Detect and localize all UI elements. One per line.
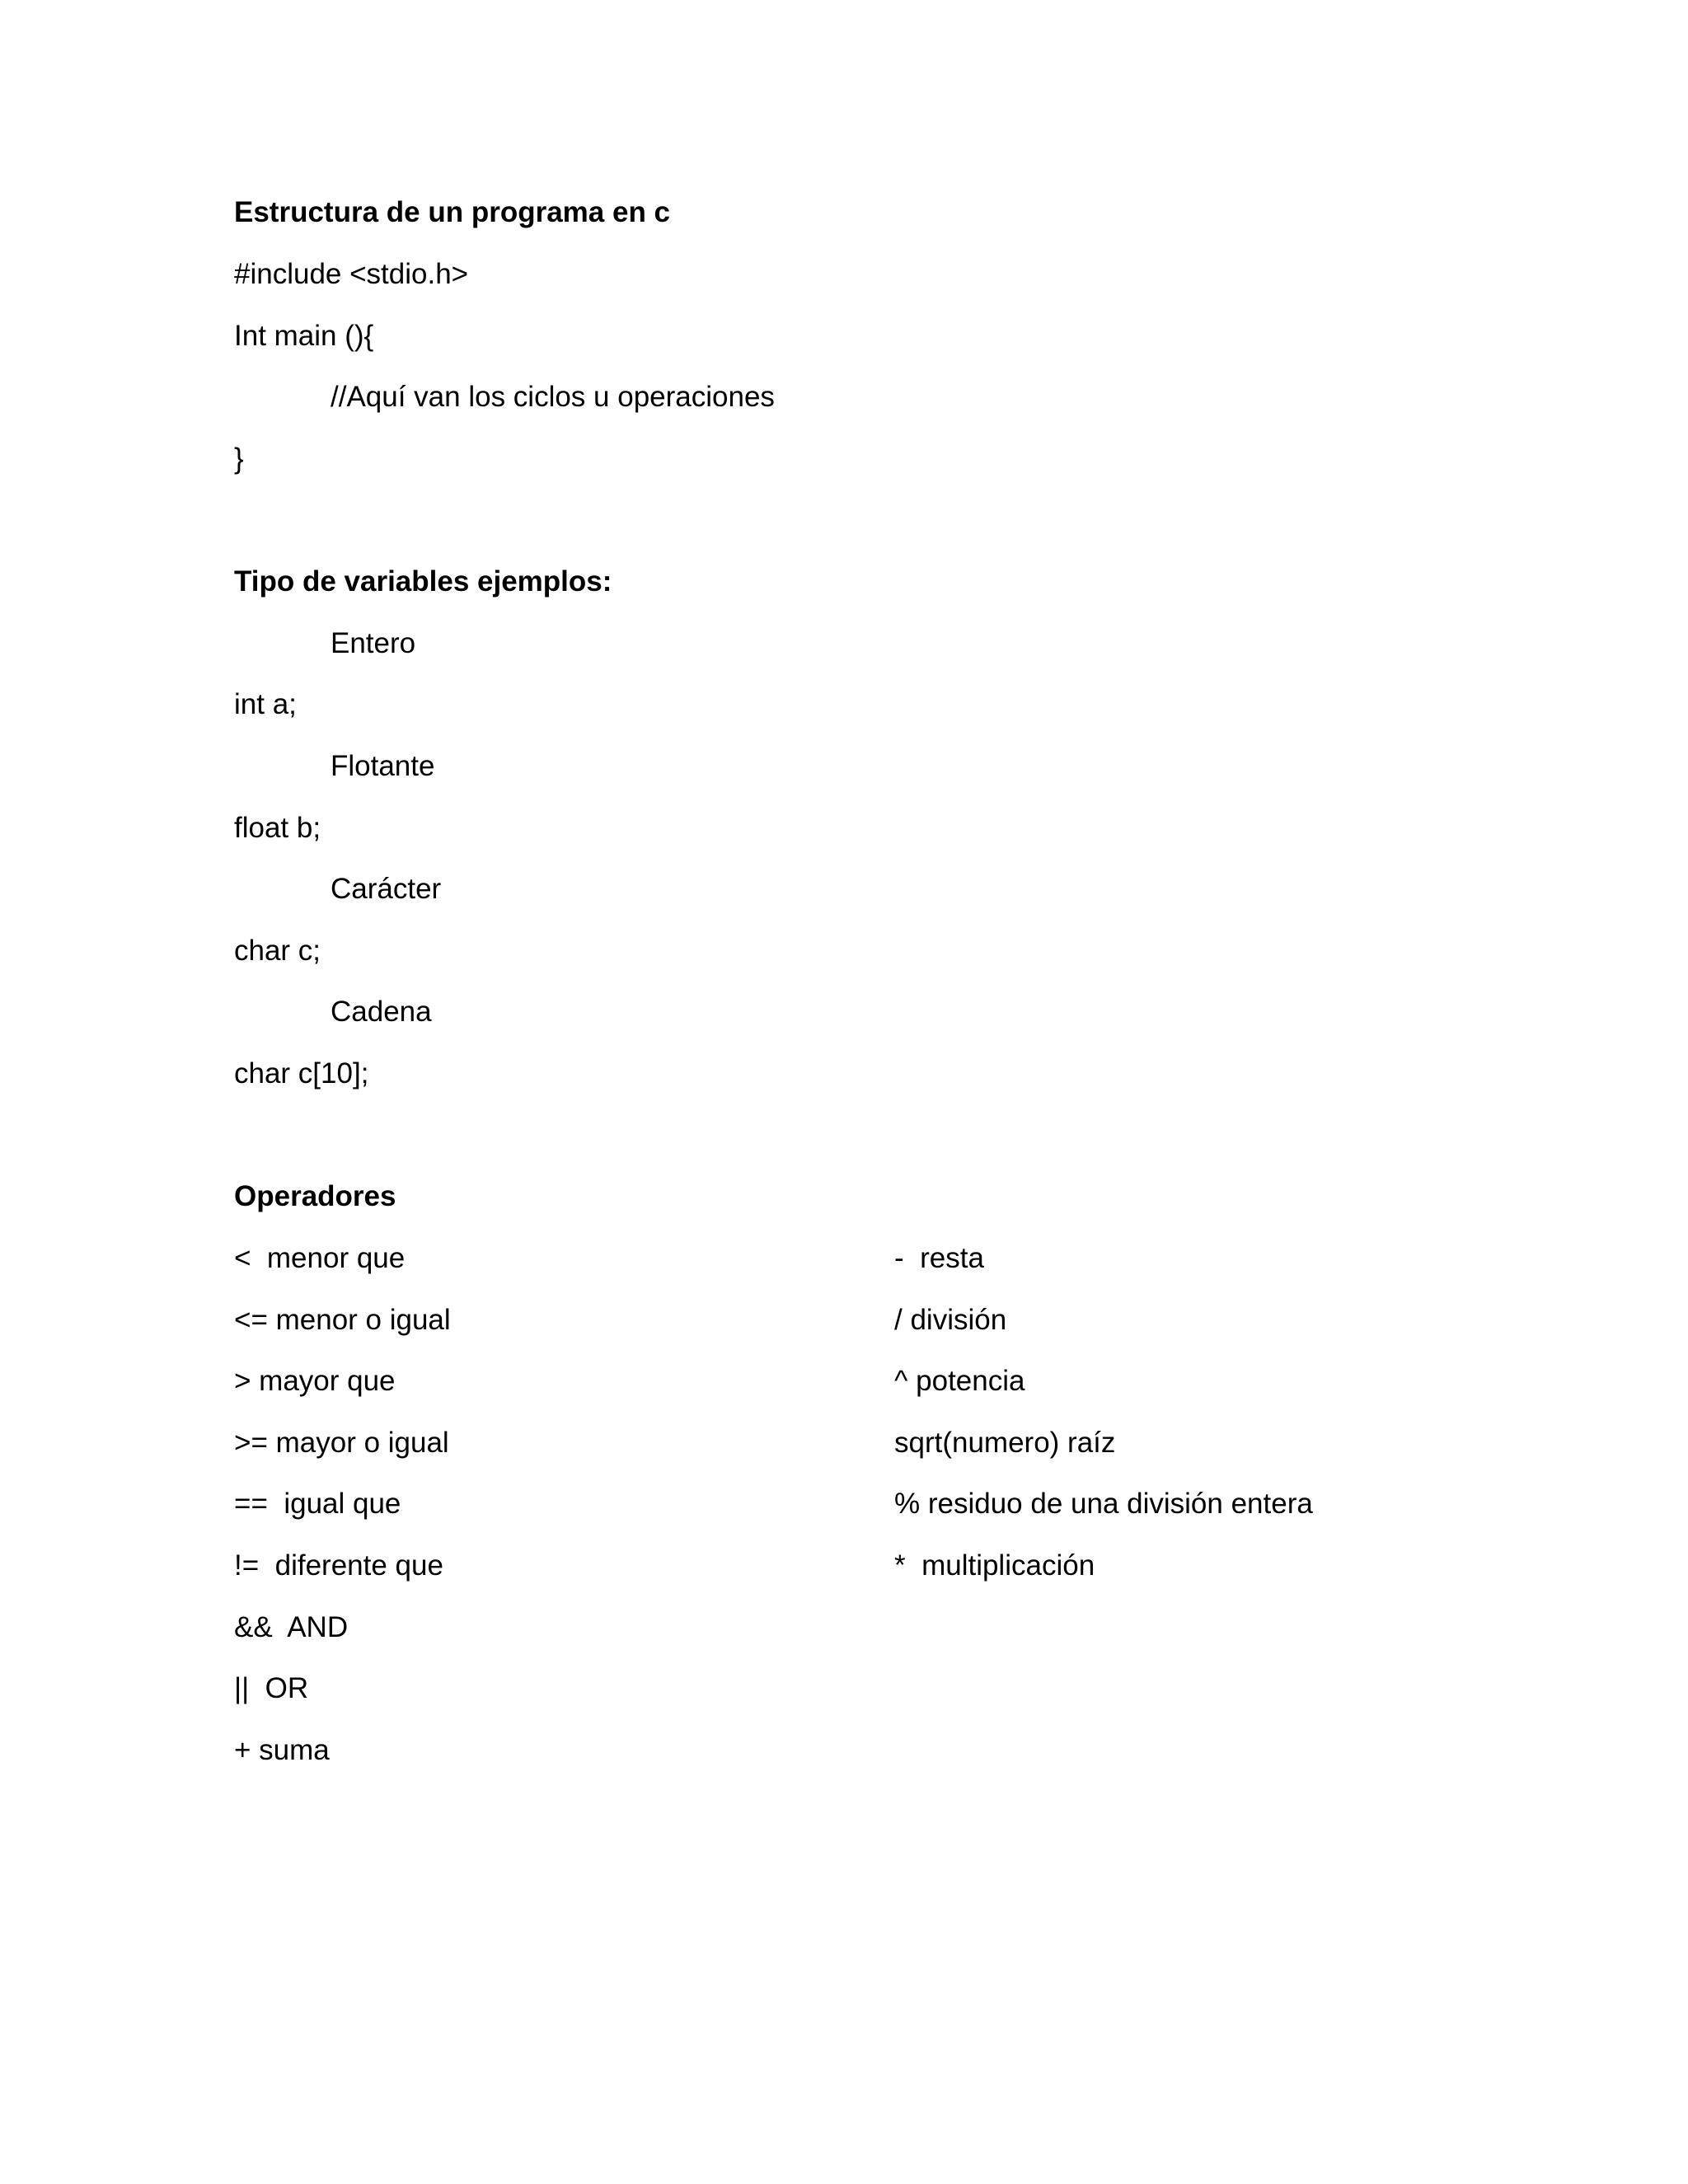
operator-greater-than: > mayor que <box>234 1365 396 1397</box>
variable-code-int: int a; <box>234 688 297 720</box>
variable-code-float: float b; <box>234 812 321 844</box>
code-line-main: Int main (){ <box>234 320 374 352</box>
variable-type-flotante: Flotante <box>331 750 435 782</box>
operator-greater-equal: >= mayor o igual <box>234 1427 449 1459</box>
code-line-comment: //Aquí van los ciclos u operaciones <box>331 381 775 413</box>
operator-less-equal: <= menor o igual <box>234 1304 451 1336</box>
code-line-include: #include <stdio.h> <box>234 258 469 290</box>
variable-type-entero: Entero <box>331 627 416 659</box>
variable-code-char: char c; <box>234 935 321 967</box>
variable-type-cadena: Cadena <box>331 996 432 1028</box>
operator-divide: / división <box>894 1304 1007 1336</box>
operator-or: || OR <box>234 1672 309 1704</box>
operators-heading: Operadores <box>234 1180 396 1212</box>
operator-modulo: % residuo de una división entera <box>894 1488 1313 1520</box>
structure-heading: Estructura de un programa en c <box>234 196 671 228</box>
operator-sum: + suma <box>234 1734 330 1766</box>
operator-multiply: * multiplicación <box>894 1549 1095 1582</box>
operator-less-than: < menor que <box>234 1242 406 1274</box>
code-line-close-brace: } <box>234 443 244 475</box>
variable-type-caracter: Carácter <box>331 873 442 905</box>
variable-code-char-array: char c[10]; <box>234 1057 369 1090</box>
operator-and: && AND <box>234 1611 349 1643</box>
variables-heading: Tipo de variables ejemplos: <box>234 565 612 598</box>
operator-not-equal: != diferente que <box>234 1549 443 1582</box>
operator-equal: == igual que <box>234 1488 401 1520</box>
operator-subtract: - resta <box>894 1242 984 1274</box>
operator-power: ^ potencia <box>894 1365 1025 1397</box>
operator-sqrt: sqrt(numero) raíz <box>894 1427 1116 1459</box>
